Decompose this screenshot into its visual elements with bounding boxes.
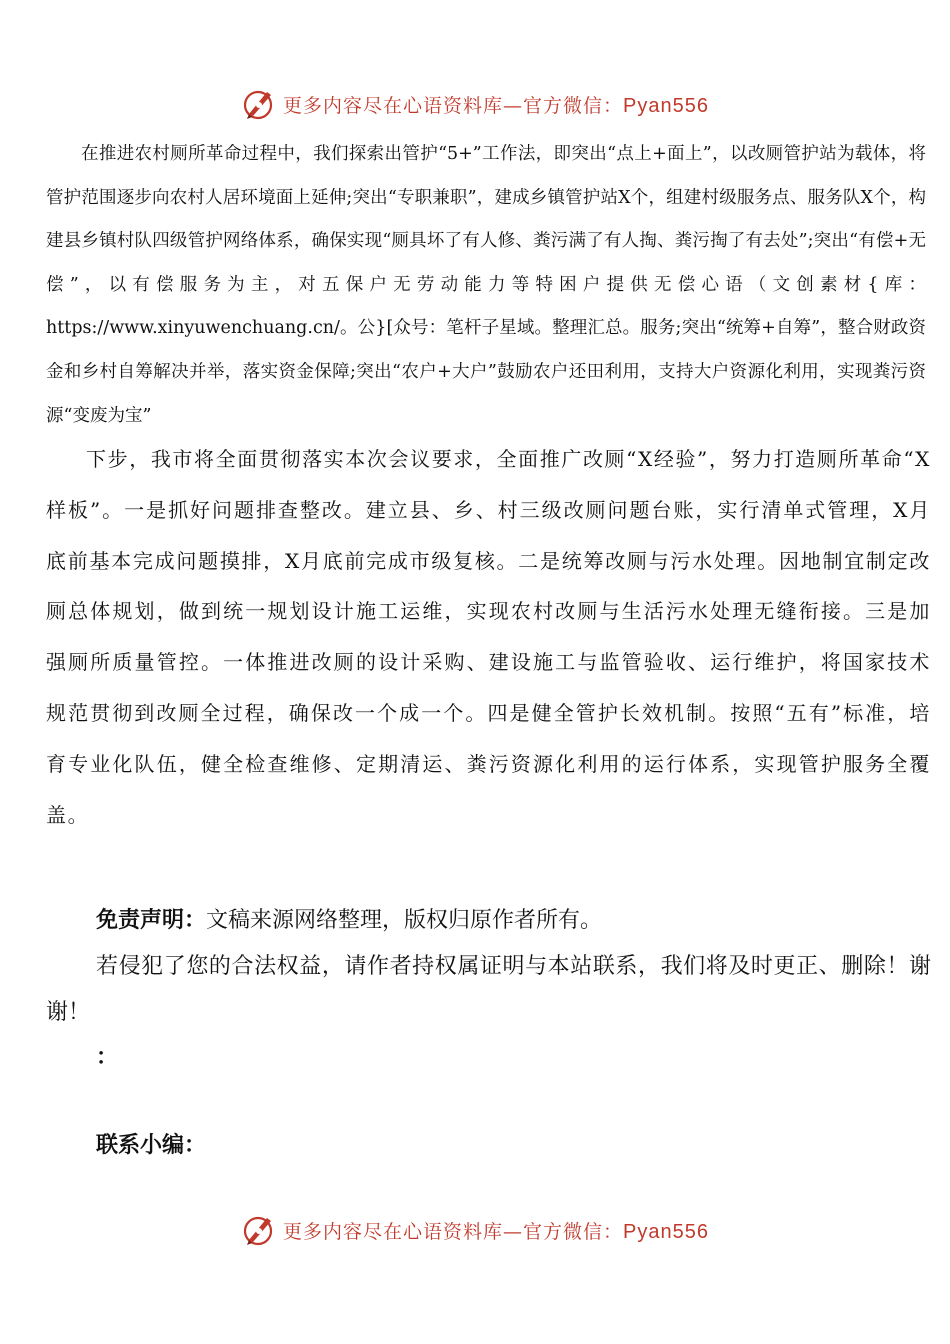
banner-text: 更多内容尽在心语资料库—官方微信：Pyan556: [283, 94, 709, 117]
pen-circle-logo-icon: [241, 86, 277, 122]
wechat-id: Pyan556: [623, 1220, 709, 1243]
disclaimer-block: [46, 898, 931, 1036]
disclaimer-label: 免责声明：: [96, 908, 207, 933]
pen-circle-logo-icon: [241, 1212, 277, 1248]
body-paragraph-1: 在推进农村厕所革命过程中，我们探索出管护“5+”工作法，即突出“点上+面上”，以改厕管护站为载体，将管护范围逐步向农村人居环境面上延伸;突出“专职兼职”，建成乡镇管护站X个，组建村级服务点、服务队X个，构建县乡镇村队四级管护网络体系，确保实现“厕具坏了有人修、粪污满了有人掏、粪污掏了有去处”;突出“有偿+无偿”，以有偿服务为主，对五保户无劳动能力等特困户提供无偿心语（文创素材{库：https://www.xinyuwenchuang.cn/。公}[众号：笔杆子星域。整理汇总。服务;突出“统筹+自筹”，整合财政资金和乡村自筹解决并举，落实资金保障;突出“农户+大户”鼓励农户还田利用，支持大户资源化利用，实现粪污资源“变废为宝”: [46, 144, 926, 426]
disclaimer-second: 若侵犯了您的合法权益，请作者持权属证明与本站联系，我们将及时更正、删除！谢谢！: [46, 954, 931, 1025]
footer-banner: [0, 1210, 950, 1250]
wechat-id: Pyan556: [623, 94, 709, 117]
body-paragraph-2: 下步，我市将全面贯彻落实本次会议要求，全面推广改厕“X经验”，努力打造厕所革命“X样板”。一是抓好问题排查整改。建立县、乡、村三级改厕问题台账，实行清单式管理，X月底前基本完成问题摸排，X月底前完成市级复核。二是统筹改厕与污水处理。因地制宜制定改厕总体规划，做到统一规划设计施工运维，实现农村改厕与生活污水处理无缝衔接。三是加强厕所质量管控。一体推进改厕的设计采购、建设施工与监管验收、运行维护，将国家技术规范贯彻到改厕全过程，确保改一个成一个。四是健全管护长效机制。按照“五有”标准，培育专业化队伍，健全检查维修、定期清运、粪污资源化利用的运行体系，实现管护服务全覆盖。: [46, 447, 931, 827]
contact-label: 联系小编：: [96, 1133, 207, 1158]
banner-text: 更多内容尽在心语资料库—官方微信：Pyan556: [283, 1220, 709, 1243]
disclaimer-line: [46, 898, 931, 944]
colon-mark: ：: [96, 1045, 119, 1070]
header-banner: [0, 84, 950, 124]
disclaimer-text: 文稿来源网络整理，版权归原作者所有。: [206, 908, 603, 933]
